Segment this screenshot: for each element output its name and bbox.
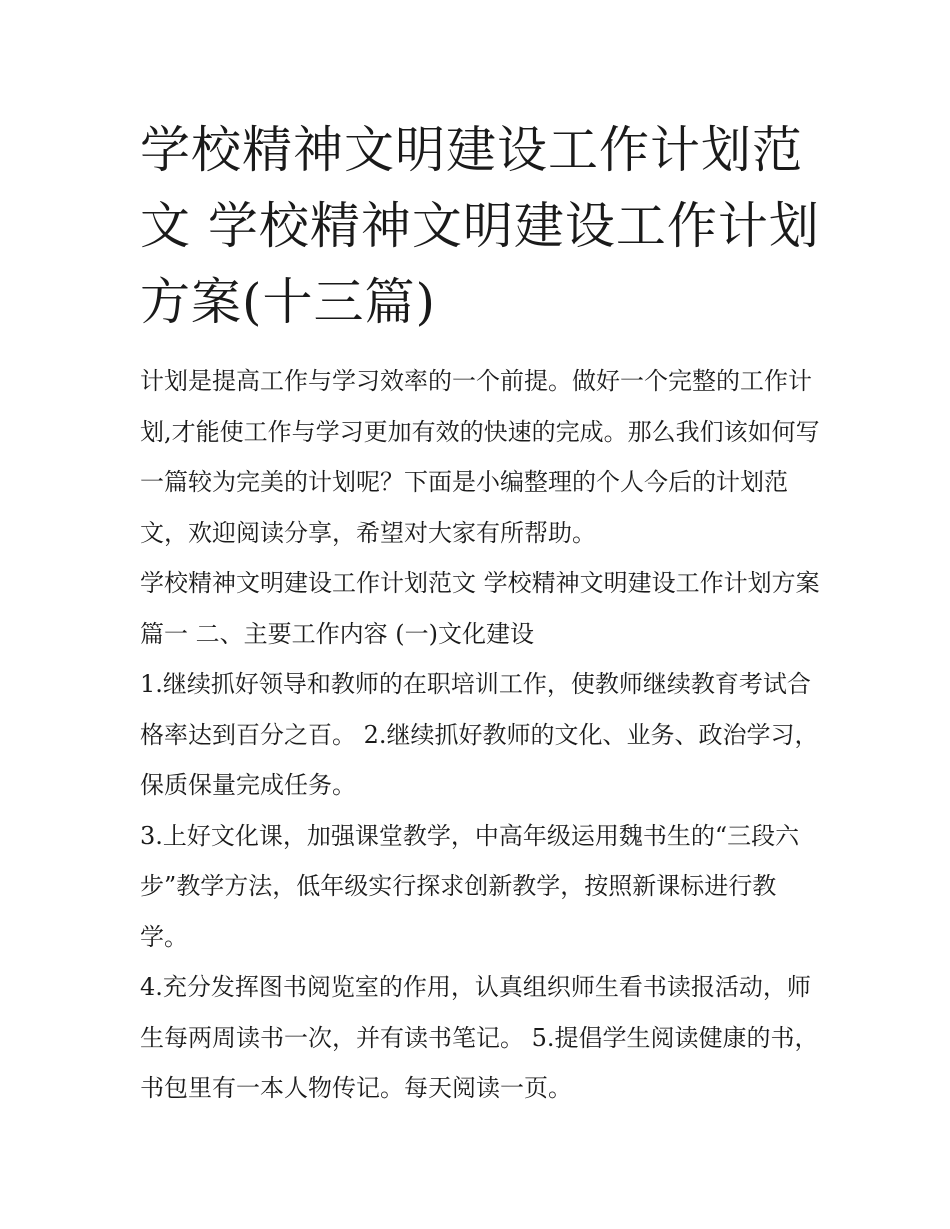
paragraph-item-3: 3.上好文化课，加强课堂教学，中高年级运用魏书生的“三段六步”教学方法，低年级实行探求创新教学，按照新课标进行教学。 — [140, 821, 800, 951]
paragraph-item-4-5: 4.充分发挥图书阅览室的作用，认真组织师生看书读报活动，师生每两周读书一次，并有读书笔记。 5.提倡学生阅读健康的书，书包里有一本人物传记。每天阅读一页。 — [140, 973, 819, 1102]
paragraph-intro: 计划是提高工作与学习效率的一个前提。做好一个完整的工作计划,才能使工作与学习更加有效的快速的完成。那么我们该如何写一篇较为完美的计划呢？下面是小编整理的个人今后的计划范文，欢迎阅读分享，希望对大家有所帮助。 — [140, 367, 820, 547]
document-title: 学校精神文明建设工作计划范文 学校精神文明建设工作计划方案(十三篇) — [140, 121, 820, 331]
document-page — [140, 112, 820, 1114]
paragraph-section-heading: 学校精神文明建设工作计划范文 学校精神文明建设工作计划方案篇一 二、主要工作内容 (一)文化建设 — [140, 569, 820, 648]
document-body — [140, 356, 820, 1114]
paragraph-item-1-2: 1.继续抓好领导和教师的在职培训工作，使教师继续教育考试合格率达到百分之百。 2.继续抓好教师的文化、业务、政治学习，保质保量完成任务。 — [140, 670, 819, 799]
